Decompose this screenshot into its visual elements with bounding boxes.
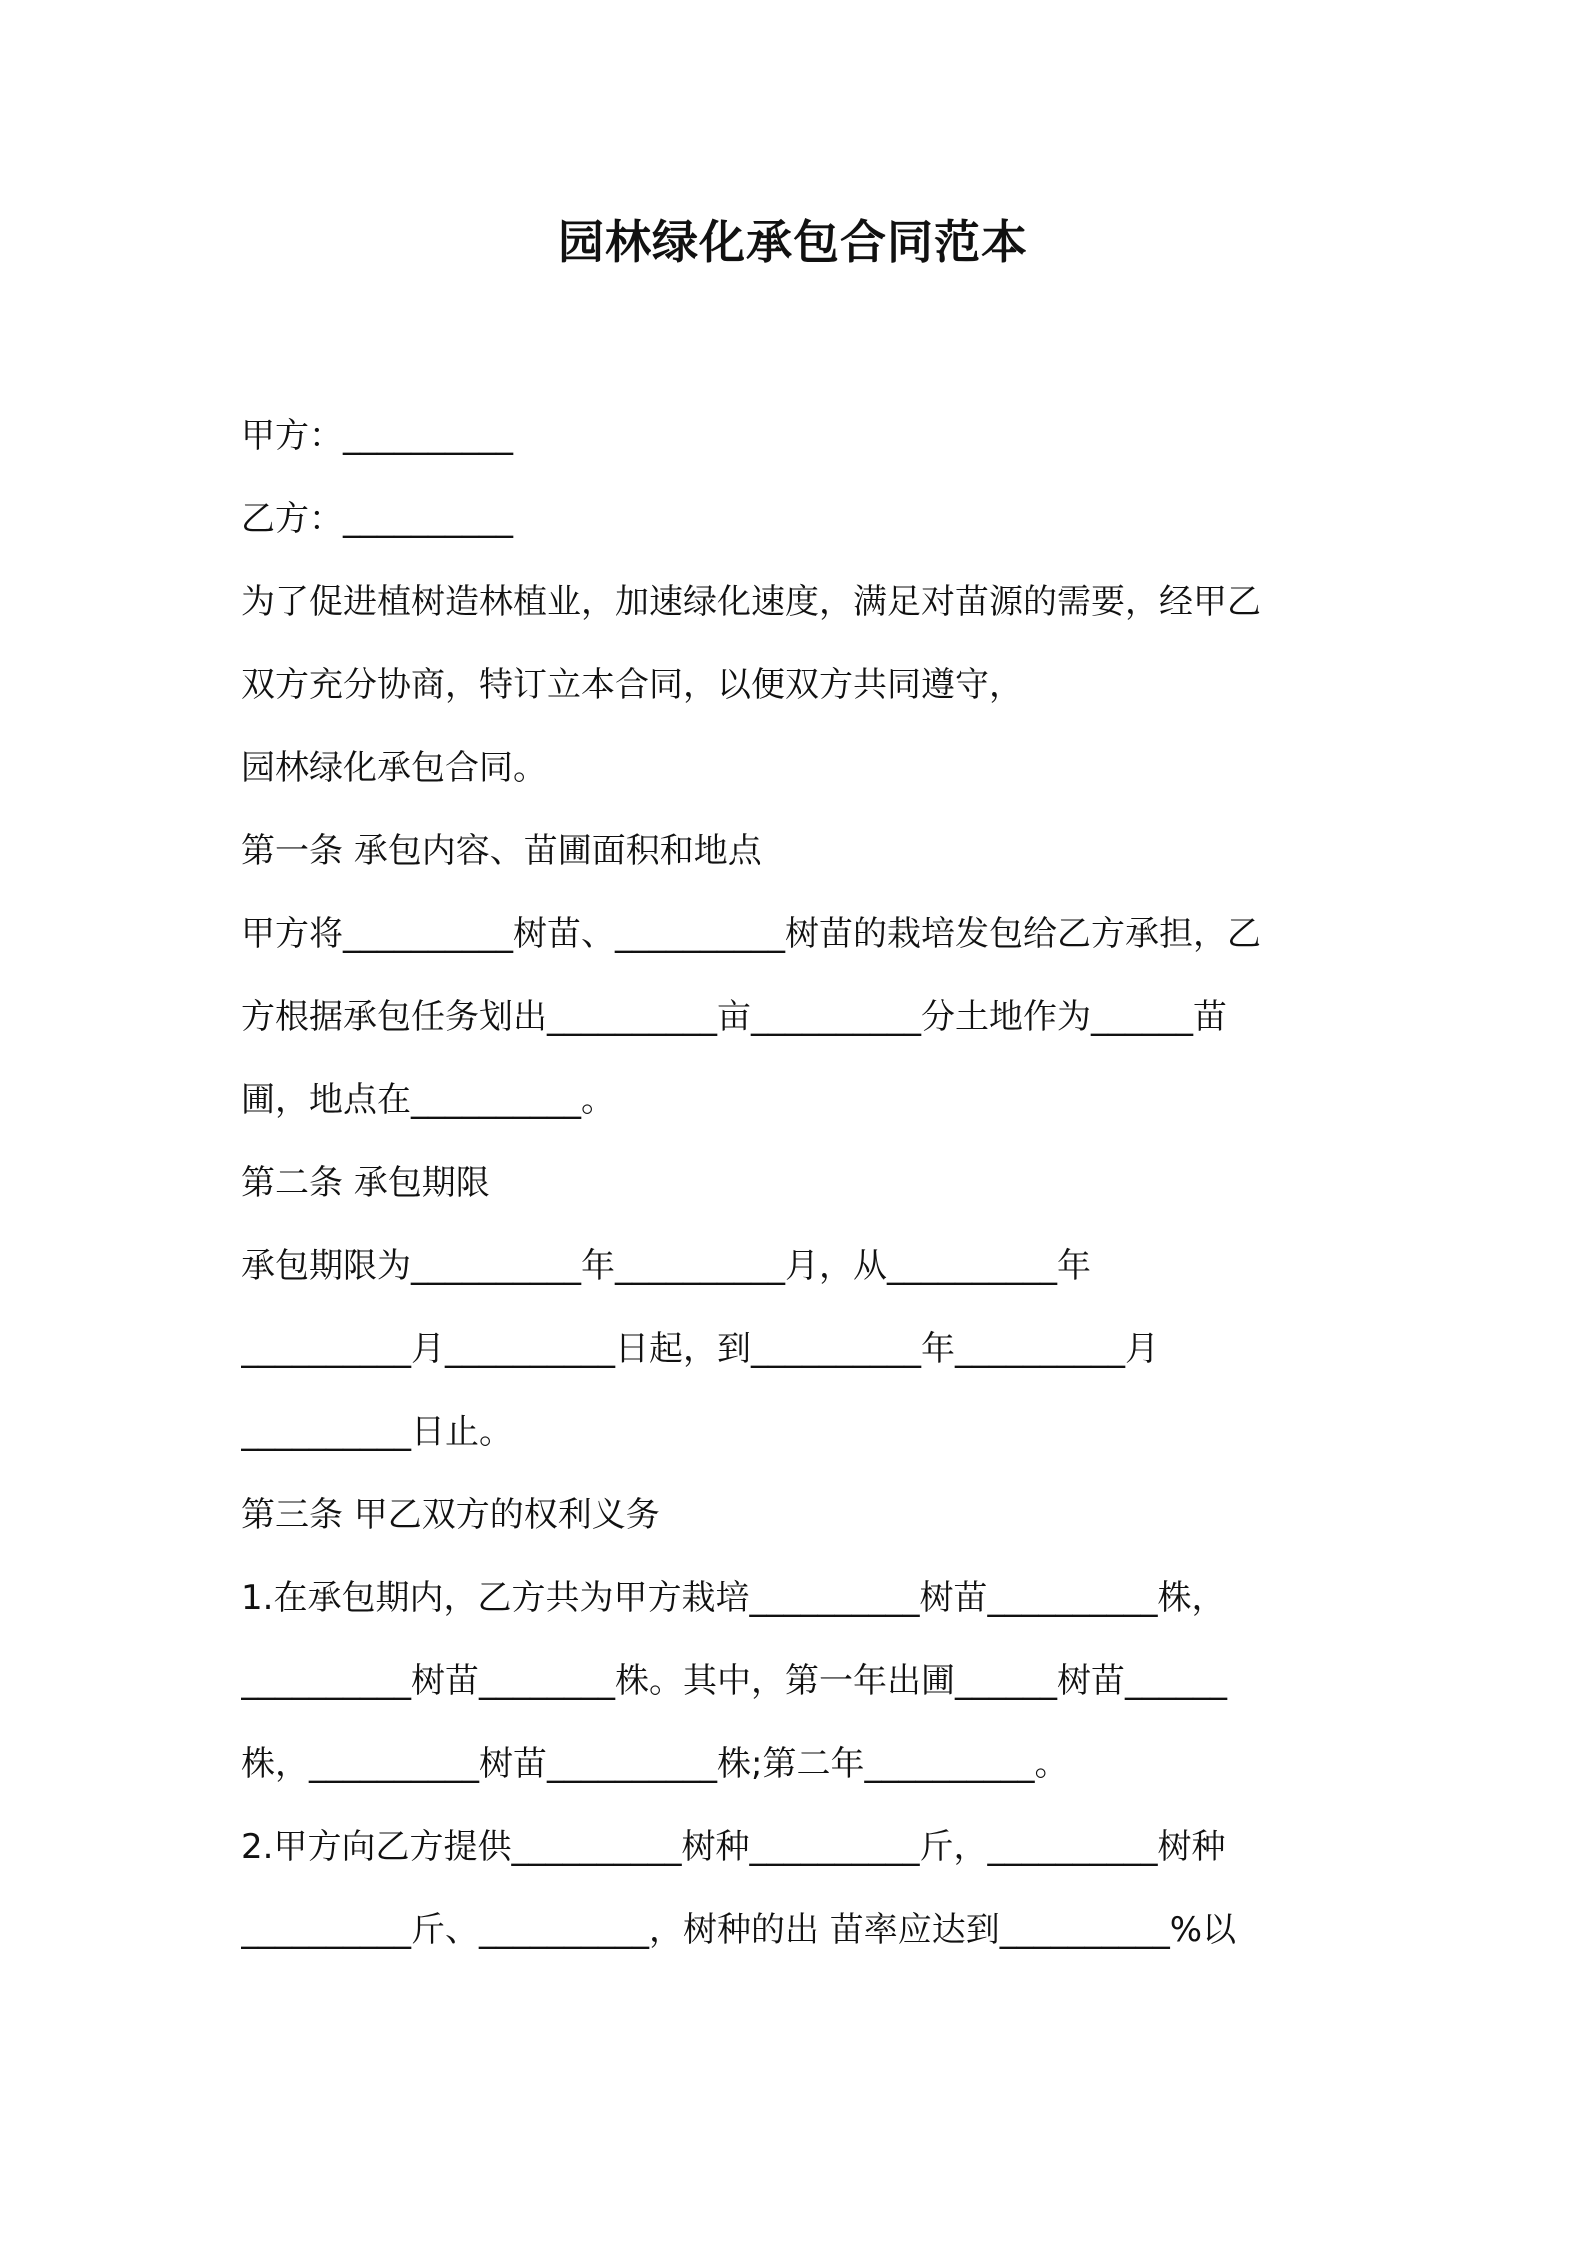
article-1-line-3: 圃，地点在__________。 [241,1080,615,1120]
document-body [241,410,1361,1987]
article-2-heading: 第二条 承包期限 [241,1163,490,1203]
article-3-item-1-line-1: 1.在承包期内，乙方共为甲方栽培__________树苗__________株， [241,1578,1226,1618]
article-2-line-1: 承包期限为__________年__________月，从__________年 [241,1246,1091,1286]
preamble-line-3: 园林绿化承包合同。 [241,748,547,788]
preamble-line-1: 为了促进植树造林植业，加速绿化速度，满足对苗源的需要，经甲乙 [241,582,1261,622]
article-3-item-2-line-1: 2.甲方向乙方提供__________树种__________斤，__________树种 [241,1827,1226,1867]
article-1-heading: 第一条 承包内容、苗圃面积和地点 [241,831,762,871]
party-b-line: 乙方：__________ [241,499,513,539]
article-2-line-3: __________日止。 [241,1412,513,1452]
article-3-item-2-line-2: __________斤、__________，树种的出 苗率应达到__________%以 [241,1910,1237,1950]
party-a-line: 甲方：__________ [241,416,513,456]
article-1-line-2: 方根据承包任务划出__________亩__________分土地作为______苗 [241,997,1227,1037]
article-2-line-2: __________月__________日起，到__________年__________月 [241,1329,1159,1369]
article-3-heading: 第三条 甲乙双方的权利义务 [241,1495,660,1535]
preamble-line-2: 双方充分协商，特订立本合同，以便双方共同遵守， [241,665,1023,705]
article-3-item-1-line-3: 株，__________树苗__________株;第二年__________。 [241,1744,1069,1784]
article-1-line-1: 甲方将__________树苗、__________树苗的栽培发包给乙方承担，乙 [241,914,1261,954]
article-3-item-1-line-2: __________树苗________株。其中，第一年出圃______树苗______ [241,1661,1227,1701]
document-title: 园林绿化承包合同范本 [558,215,1028,269]
